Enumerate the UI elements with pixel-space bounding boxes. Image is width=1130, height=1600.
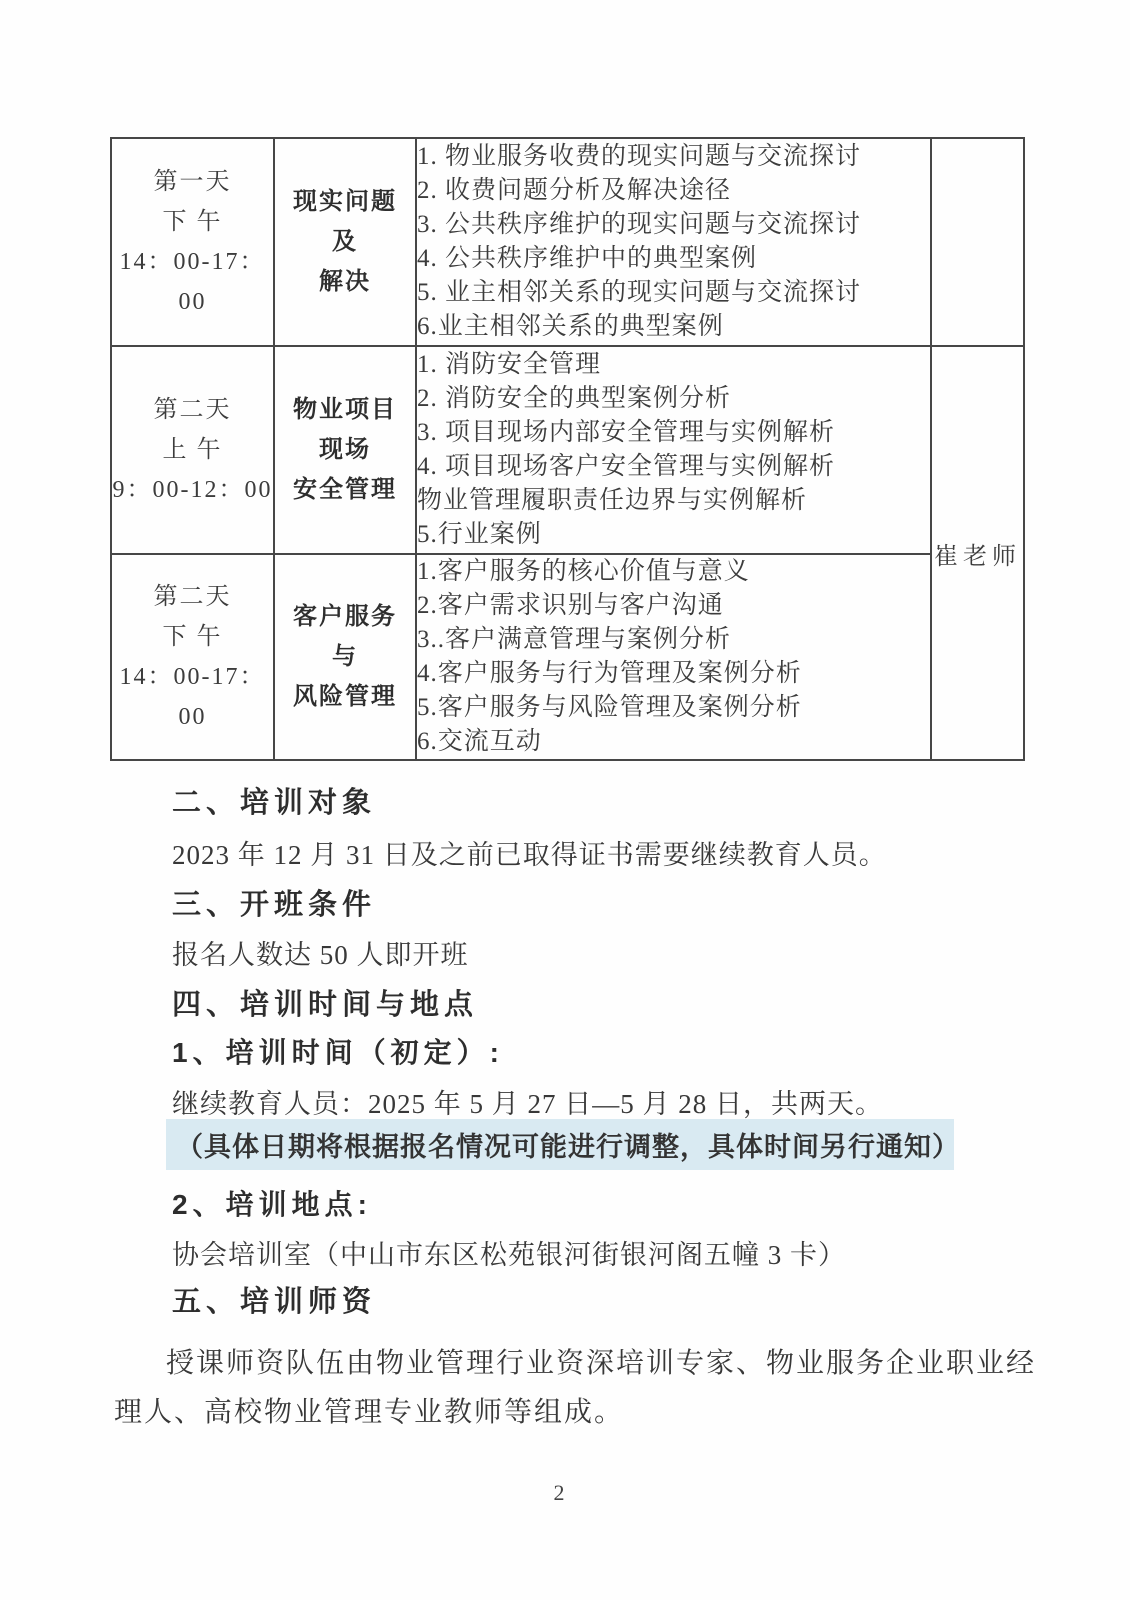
content-item: 2.客户需求识别与客户沟通 xyxy=(417,592,724,619)
training-schedule-table xyxy=(110,137,1025,761)
teacher-name: 崔老师 xyxy=(934,543,1021,570)
session-hours: 9：00-12：00 xyxy=(112,477,273,503)
class-condition-text: 报名人数达 50 人即开班 xyxy=(172,940,469,970)
trainers-paragraph-line1: 授课师资队伍由物业管理行业资深培训专家、物业服务企业职业经 xyxy=(166,1348,1037,1379)
content-item: 3. 项目现场内部安全管理与实例解析 xyxy=(417,419,836,446)
content-item: 物业管理履职责任边界与实例解析 xyxy=(417,487,808,514)
session-content-cell xyxy=(416,554,931,760)
topic-line: 物业项目 xyxy=(293,396,397,423)
content-item: 4.客户服务与行为管理及案例分析 xyxy=(417,660,802,687)
content-item: 3..客户满意管理与案例分析 xyxy=(417,626,732,653)
content-item: 4. 公共秩序维护中的典型案例 xyxy=(417,245,758,272)
content-item: 3. 公共秩序维护的现实问题与交流探讨 xyxy=(417,211,862,238)
session-day: 第二天 xyxy=(153,397,232,423)
session-topic-cell xyxy=(274,138,416,346)
session-day: 第二天 xyxy=(153,584,232,610)
topic-line: 及 xyxy=(332,228,358,255)
section-heading-class-condition: 三、开班条件 xyxy=(172,889,377,921)
session-period: 下 午 xyxy=(162,624,223,650)
session-hours: 14：00-17：00 xyxy=(119,249,266,315)
section-heading-training-audience: 二、培训对象 xyxy=(172,787,377,819)
teacher-cell-empty xyxy=(931,138,1024,346)
topic-line: 与 xyxy=(332,643,358,670)
session-topic-cell xyxy=(274,346,416,554)
subheading-training-time: 1、培训时间（初定）: xyxy=(172,1037,504,1068)
topic-line: 现场 xyxy=(319,436,371,463)
trainers-paragraph-line2: 理人、高校物业管理专业教师等组成。 xyxy=(114,1397,625,1428)
content-item: 2. 收费问题分析及解决途径 xyxy=(417,177,732,204)
session-topic-cell xyxy=(274,554,416,760)
training-place-text: 协会培训室（中山市东区松苑银河街银河阁五幢 3 卡） xyxy=(172,1240,846,1270)
note-text: （具体日期将根据报名情况可能进行调整，具体时间另行通知） xyxy=(176,1132,960,1162)
session-time-cell xyxy=(111,138,274,346)
session-time-cell xyxy=(111,554,274,760)
section-heading-trainers: 五、培训师资 xyxy=(172,1286,377,1318)
session-time-cell xyxy=(111,346,274,554)
session-hours: 14：00-17：00 xyxy=(119,664,266,730)
topic-line: 风险管理 xyxy=(293,683,397,710)
content-item: 5.客户服务与风险管理及案例分析 xyxy=(417,694,802,721)
training-audience-text: 2023 年 12 月 31 日及之前已取得证书需要继续教育人员。 xyxy=(172,840,887,870)
table-row xyxy=(111,554,1024,760)
section-heading-time-place: 四、培训时间与地点 xyxy=(172,989,479,1021)
table-row xyxy=(111,346,1024,554)
content-item: 6.业主相邻关系的典型案例 xyxy=(417,313,724,340)
content-item: 5. 业主相邻关系的现实问题与交流探讨 xyxy=(417,279,862,306)
content-item: 1. 物业服务收费的现实问题与交流探讨 xyxy=(417,143,862,170)
session-content-cell xyxy=(416,346,931,554)
highlighted-note xyxy=(166,1119,960,1170)
session-period: 下 午 xyxy=(162,209,223,235)
teacher-cell xyxy=(931,346,1024,760)
content-item: 2. 消防安全的典型案例分析 xyxy=(417,385,732,412)
table-row xyxy=(111,138,1024,346)
content-item: 5.行业案例 xyxy=(417,521,542,548)
subheading-training-place: 2、培训地点: xyxy=(172,1189,372,1220)
content-item: 6.交流互动 xyxy=(417,728,542,755)
content-item: 4. 项目现场客户安全管理与实例解析 xyxy=(417,453,836,480)
topic-line: 解决 xyxy=(319,268,371,295)
topic-line: 安全管理 xyxy=(293,476,397,503)
page-number: 2 xyxy=(553,1480,565,1505)
training-time-text: 继续教育人员：2025 年 5 月 27 日—5 月 28 日，共两天。 xyxy=(172,1089,883,1119)
topic-line: 客户服务 xyxy=(293,603,397,630)
content-item: 1. 消防安全管理 xyxy=(417,351,602,378)
session-period: 上 午 xyxy=(162,437,223,463)
content-item: 1.客户服务的核心价值与意义 xyxy=(417,558,750,585)
session-content-cell xyxy=(416,138,931,346)
topic-line: 现实问题 xyxy=(293,188,397,215)
session-day: 第一天 xyxy=(153,169,232,195)
